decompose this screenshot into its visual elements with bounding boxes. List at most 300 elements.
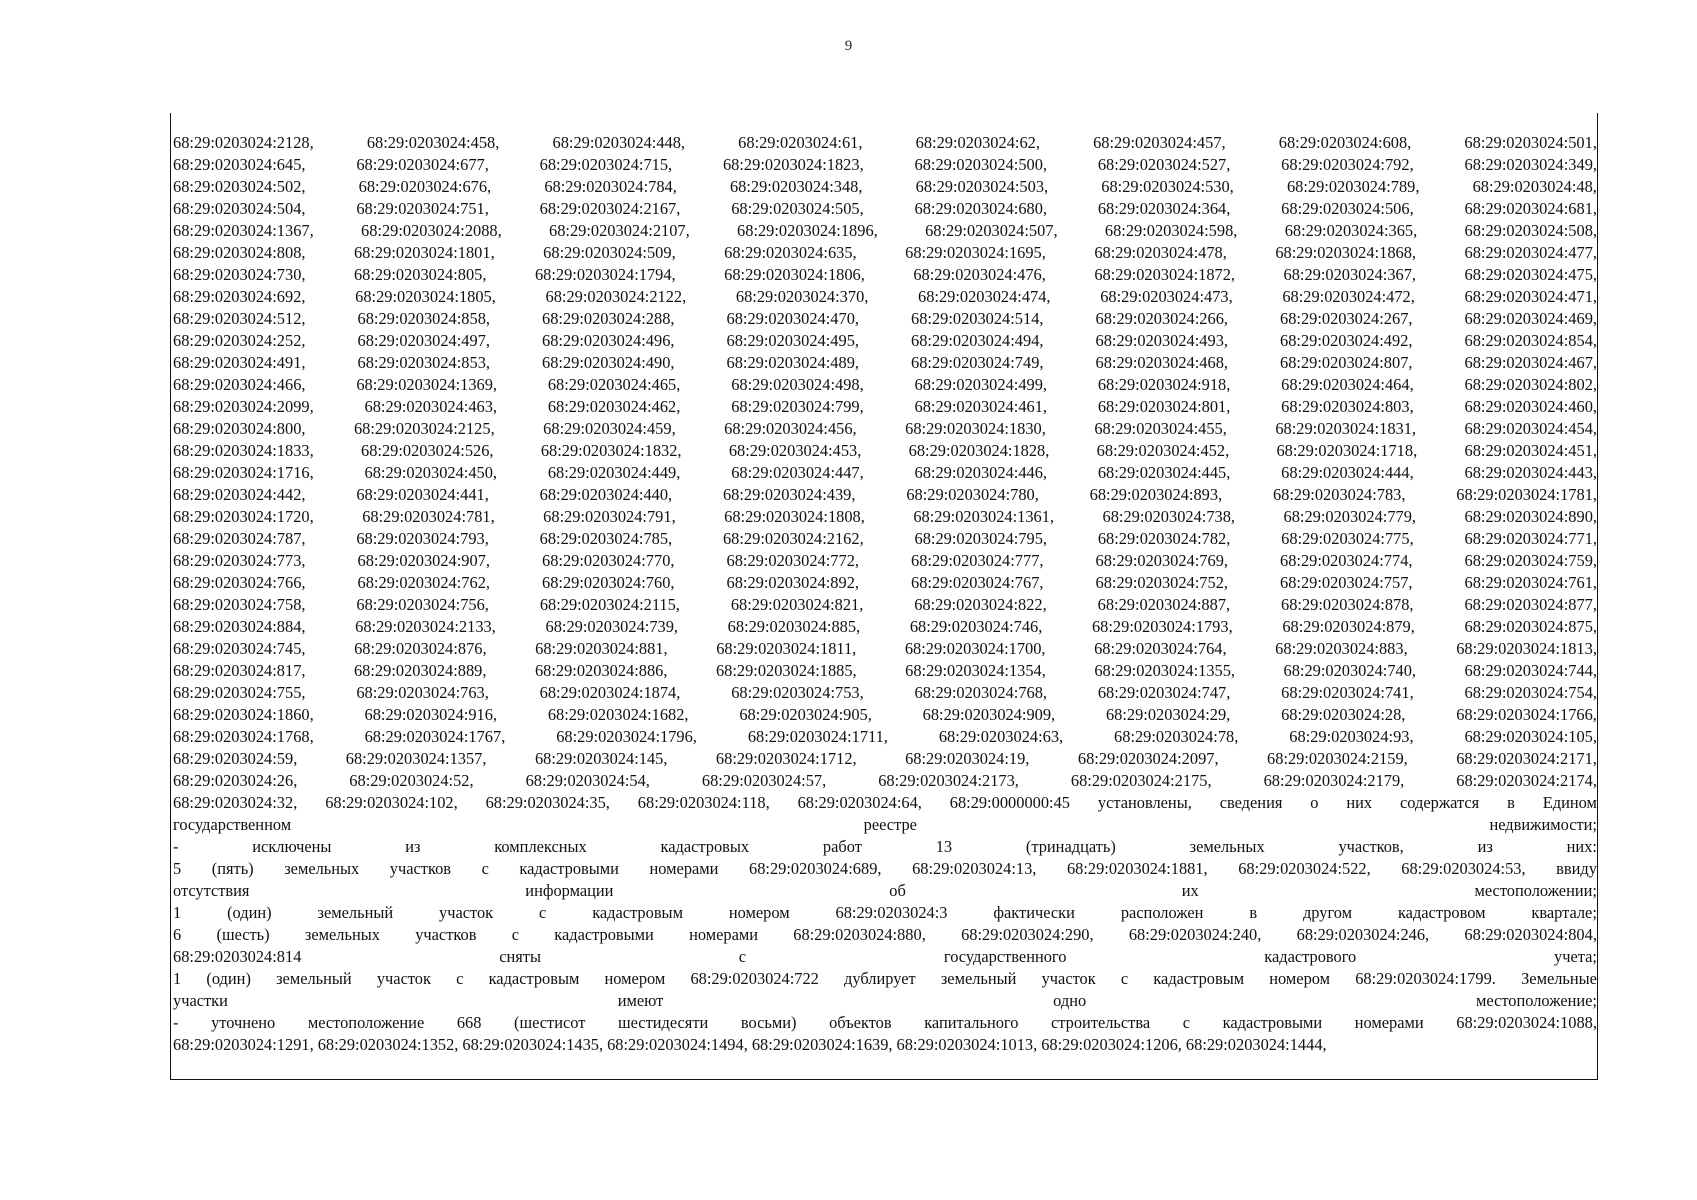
word: 68:29:0203024:1881, <box>1066 859 1208 878</box>
word: государственного <box>943 947 1067 966</box>
word: 68:29:0203024:877, <box>1464 595 1597 614</box>
word: 68:29:0203024:446, <box>914 463 1048 482</box>
word: кадастровым <box>592 903 683 922</box>
word: установлены, <box>1097 793 1192 812</box>
word: 68:29:0203024:875, <box>1464 617 1597 636</box>
word: 68:29:0203024:757, <box>1280 573 1413 592</box>
word: сняты <box>499 947 541 966</box>
word: 68:29:0203024:1444, <box>1185 1035 1327 1054</box>
word: 68:29:0203024:791, <box>543 507 676 526</box>
word: 68:29:0203024:1357, <box>345 749 487 768</box>
word: земельный <box>276 969 352 988</box>
word: 68:29:0203024:474, <box>918 287 1051 306</box>
word: 68:29:0203024:880, <box>793 925 926 944</box>
word: участок <box>1041 969 1096 988</box>
word: (тринадцать) <box>1025 837 1116 856</box>
word: 68:29:0203024:145, <box>534 749 668 768</box>
word: 68:29:0203024:681, <box>1464 199 1597 218</box>
word: 68:29:0203024:907, <box>357 551 490 570</box>
word: 68:29:0203024:767, <box>911 573 1044 592</box>
word: 68:29:0203024:854, <box>1464 331 1597 350</box>
word: 68:29:0203024:457, <box>1093 133 1226 152</box>
word: 68:29:0203024:471, <box>1464 287 1597 306</box>
word: 68:29:0203024:102, <box>325 793 458 812</box>
word: 68:29:0203024:506, <box>1281 199 1414 218</box>
word: 68:29:0203024:758, <box>173 595 306 614</box>
word: 68:29:0203024:62, <box>915 133 1040 152</box>
word: номером <box>728 903 790 922</box>
word: 68:29:0203024:804, <box>1464 925 1597 944</box>
word: 68:29:0203024:3 <box>835 903 948 922</box>
word: 68:29:0203024:442, <box>173 485 306 504</box>
word: 68:29:0203024:754, <box>1464 683 1597 702</box>
word: номерами <box>649 859 719 878</box>
text-line <box>173 528 1597 550</box>
word: 68:29:0203024:13, <box>912 859 1037 878</box>
word: участков <box>389 859 452 878</box>
text-line <box>173 462 1597 484</box>
word: 68:29:0203024:1767, <box>364 727 506 746</box>
word: 68:29:0203024:781, <box>362 507 495 526</box>
text-line <box>173 484 1597 506</box>
word: 68:29:0203024:512, <box>173 309 306 328</box>
word: 68:29:0203024:494, <box>911 331 1044 350</box>
text-line <box>173 924 1597 946</box>
word: 68:29:0203024:78, <box>1114 727 1239 746</box>
word: 68:29:0203024:503, <box>915 177 1049 196</box>
word: 68:29:0203024:526, <box>361 441 494 460</box>
word: 68:29:0203024:783, <box>1272 485 1406 504</box>
word: 68:29:0203024:2175, <box>1070 771 1212 790</box>
word: 68:29:0203024:246, <box>1296 925 1430 944</box>
word: 68:29:0203024:768, <box>914 683 1048 702</box>
word: 68:29:0203024:466, <box>173 375 306 394</box>
word: 68:29:0203024:1768, <box>173 727 314 746</box>
word: Земельные <box>1521 969 1597 988</box>
word: 68:29:0000000:45 <box>949 793 1070 812</box>
text-line <box>173 550 1597 572</box>
word: 68:29:0203024:769, <box>1095 551 1228 570</box>
word: 68:29:0203024:2162, <box>722 529 864 548</box>
word: 68:29:0203024:522, <box>1238 859 1371 878</box>
word: учета; <box>1554 947 1597 966</box>
word: 68:29:0203024:1354, <box>905 661 1046 680</box>
word: с <box>456 969 464 988</box>
word: 68:29:0203024:2088, <box>361 221 502 240</box>
word: 68:29:0203024:715, <box>539 155 673 174</box>
word: реестре <box>863 815 917 834</box>
word: 68:29:0203024:801, <box>1097 397 1231 416</box>
word: 68:29:0203024:770, <box>542 551 675 570</box>
word: 68:29:0203024:54, <box>525 771 650 790</box>
word: 68:29:0203024:490, <box>542 353 675 372</box>
word: 68:29:0203024:500, <box>914 155 1048 174</box>
word: 68:29:0203024:1712, <box>715 749 857 768</box>
word: 68:29:0203024:475, <box>1464 265 1597 284</box>
word: 68:29:0203024:1806, <box>724 265 865 284</box>
word: 68:29:0203024:803, <box>1281 397 1414 416</box>
word: капитального <box>924 1013 1019 1032</box>
word: местоположении; <box>1474 881 1597 900</box>
word: работ <box>822 837 862 856</box>
word: 68:29:0203024:2107, <box>549 221 690 240</box>
word: 68:29:0203024:501, <box>1464 133 1597 152</box>
word: 68:29:0203024:1367, <box>173 221 314 240</box>
word: местоположение <box>307 1013 425 1032</box>
word: земельный <box>940 969 1017 988</box>
text-line <box>173 814 1597 836</box>
word: 68:29:0203024:1639, <box>751 1035 893 1054</box>
word: 68:29:0203024:762, <box>357 573 490 592</box>
word: дублирует <box>844 969 916 988</box>
word: 68:29:0203024:1781, <box>1456 485 1597 504</box>
word: государственном <box>173 815 292 834</box>
word: 68:29:0203024:1369, <box>356 375 498 394</box>
word: них <box>1346 793 1373 812</box>
word: 68:29:0203024:489, <box>726 353 859 372</box>
word: 68:29:0203024:876, <box>354 639 487 658</box>
text-line <box>173 572 1597 594</box>
word: 68:29:0203024:447, <box>731 463 864 482</box>
word: 68:29:0203024:730, <box>173 265 306 284</box>
word: 68:29:0203024:1013, <box>896 1035 1038 1054</box>
text-line <box>173 682 1597 704</box>
word: 68:29:0203024:755, <box>173 683 306 702</box>
word: 68:29:0203024:793, <box>356 529 489 548</box>
word: кадастрового <box>1264 947 1357 966</box>
word: комплексных <box>494 837 587 856</box>
word: 68:29:0203024:782, <box>1097 529 1231 548</box>
word: (пять) <box>211 859 254 878</box>
word: из <box>1477 837 1493 856</box>
word: отсутствия <box>173 881 250 900</box>
word: 68:29:0203024:444, <box>1281 463 1414 482</box>
word: 68:29:0203024:465, <box>547 375 681 394</box>
word: 68:29:0203024:808, <box>173 243 306 262</box>
word: 68:29:0203024:463, <box>364 397 498 416</box>
word: 68:29:0203024:53, <box>1401 859 1526 878</box>
word: 68:29:0203024:495, <box>726 331 859 350</box>
text-line <box>173 154 1597 176</box>
word: 68:29:0203024:290, <box>961 925 1094 944</box>
word: участков, <box>1338 837 1404 856</box>
word: 68:29:0203024:450, <box>364 463 498 482</box>
word: об <box>889 881 906 900</box>
word: 68:29:0203024:443, <box>1464 463 1597 482</box>
word: 68:29:0203024:514, <box>911 309 1044 328</box>
word: 68:29:0203024:1695, <box>905 243 1046 262</box>
word: имеют <box>617 991 664 1010</box>
text-line <box>173 902 1597 924</box>
word: 68:29:0203024:252, <box>173 331 306 350</box>
word: 68:29:0203024:477, <box>1464 243 1597 262</box>
word: 68:29:0203024:1828, <box>908 441 1050 460</box>
word: 68:29:0203024:1088, <box>1456 1013 1597 1032</box>
word: 68:29:0203024:2171, <box>1456 749 1597 768</box>
text-line <box>173 396 1597 418</box>
word: 68:29:0203024:766, <box>173 573 306 592</box>
word: 68:29:0203024:348, <box>729 177 863 196</box>
word: 68:29:0203024:771, <box>1464 529 1597 548</box>
word: земельных <box>284 859 360 878</box>
word: 68:29:0203024:676, <box>358 177 492 196</box>
word: 68:29:0203024:752, <box>1095 573 1228 592</box>
word: участок <box>376 969 431 988</box>
word: 68:29:0203024:455, <box>1094 419 1227 438</box>
word: участков <box>415 925 477 944</box>
word: 68:29:0203024:63, <box>938 727 1064 746</box>
word: 68:29:0203024:1801, <box>353 243 495 262</box>
word: 68:29:0203024:749, <box>911 353 1044 372</box>
word: 68:29:0203024:462, <box>547 397 681 416</box>
word: квартале; <box>1531 903 1597 922</box>
word: 68:29:0203024:2099, <box>173 397 314 416</box>
word: 68:29:0203024:789, <box>1286 177 1420 196</box>
word: 68:29:0203024:28, <box>1281 705 1406 724</box>
word: 68:29:0203024:507, <box>925 221 1058 240</box>
word: 68:29:0203024:853, <box>357 353 490 372</box>
word: 68:29:0203024:740, <box>1283 661 1417 680</box>
word: 68:29:0203024:118, <box>637 793 770 812</box>
text-line <box>173 748 1597 770</box>
word: 68:29:0203024:473, <box>1100 287 1233 306</box>
word: 68:29:0203024:772, <box>726 551 859 570</box>
text-line <box>173 726 1597 748</box>
word: 68:29:0203024:52, <box>349 771 474 790</box>
word: земельных <box>304 925 380 944</box>
word: 68:29:0203024:2167, <box>539 199 681 218</box>
word: сведения <box>1219 793 1283 812</box>
text-line <box>173 308 1597 330</box>
word: кадастровыми <box>519 859 619 878</box>
word: 68:29:0203024:741, <box>1281 683 1414 702</box>
word: 668 <box>456 1013 482 1032</box>
word: 68:29:0203024:1682, <box>547 705 689 724</box>
word: 68:29:0203024:787, <box>173 529 306 548</box>
word: 68:29:0203024:57, <box>701 771 827 790</box>
word: номерами <box>689 925 759 944</box>
word: 68:29:0203024:2173, <box>878 771 1019 790</box>
word: участок <box>439 903 494 922</box>
word: 68:29:0203024:858, <box>357 309 490 328</box>
word: 68:29:0203024:1872, <box>1094 265 1236 284</box>
word: исключены <box>252 837 332 856</box>
word: информации <box>525 881 614 900</box>
word: 68:29:0203024:469, <box>1464 309 1597 328</box>
word: 68:29:0203024:364, <box>1097 199 1231 218</box>
word: 68:29:0203024:722 <box>690 969 819 988</box>
word: фактически <box>993 903 1075 922</box>
word: кадастровыми <box>554 925 654 944</box>
word: 68:29:0203024:886, <box>534 661 668 680</box>
word: 68:29:0203024:1830, <box>905 419 1046 438</box>
word: 68:29:0203024:909, <box>922 705 1056 724</box>
page-number: 9 <box>844 38 853 54</box>
word: 68:29:0203024:887, <box>1097 595 1231 614</box>
word: 68:29:0203024:759, <box>1464 551 1597 570</box>
word: 68:29:0203024:492, <box>1280 331 1413 350</box>
word: в <box>1249 903 1258 922</box>
text-line <box>173 418 1597 440</box>
word: 68:29:0203024:2115, <box>539 595 680 614</box>
word: 68:29:0203024:885, <box>727 617 861 636</box>
word: 68:29:0203024:1206, <box>1041 1035 1182 1054</box>
word: 68:29:0203024:497, <box>357 331 490 350</box>
word: 68:29:0203024:449, <box>547 463 681 482</box>
word: с <box>1182 1013 1191 1032</box>
word: 68:29:0203024:1832, <box>540 441 682 460</box>
text-line <box>173 704 1597 726</box>
word: 68:29:0203024:800, <box>173 419 306 438</box>
word: 68:29:0203024:370, <box>735 287 869 306</box>
word: 1 <box>173 903 182 922</box>
word: 1 <box>173 969 182 988</box>
word: 68:29:0203024:764, <box>1094 639 1227 658</box>
word: 68:29:0203024:2125, <box>353 419 495 438</box>
word: 68:29:0203024:502, <box>173 177 306 196</box>
word: 68:29:0203024:456, <box>724 419 857 438</box>
word: кадастровом <box>1397 903 1486 922</box>
text-line <box>173 374 1597 396</box>
word: шестидесяти <box>618 1013 709 1032</box>
word: 68:29:0203024:1831, <box>1275 419 1417 438</box>
word: 68:29:0203024:1813, <box>1456 639 1597 658</box>
word: 68:29:0203024:527, <box>1097 155 1231 174</box>
text-line <box>173 660 1597 682</box>
word: 68:29:0203024:1494, <box>607 1035 748 1054</box>
word: из <box>405 837 421 856</box>
word: 68:29:0203024:452, <box>1096 441 1230 460</box>
word: 68:29:0203024:1435, <box>462 1035 604 1054</box>
word: 6 <box>173 925 182 944</box>
word: 68:29:0203024:883, <box>1275 639 1408 658</box>
word: 68:29:0203024:504, <box>173 199 306 218</box>
word: 68:29:0203024:1794, <box>534 265 676 284</box>
word: 68:29:0203024:445, <box>1097 463 1231 482</box>
word: с <box>1120 969 1129 988</box>
word: 68:29:0203024:2122, <box>545 287 687 306</box>
word: 68:29:0203024:499, <box>914 375 1048 394</box>
word: 68:29:0203024:1711, <box>747 727 888 746</box>
word: 68:29:0203024:472, <box>1282 287 1415 306</box>
word: 68:29:0203024:784, <box>544 177 677 196</box>
word: 68:29:0203024:440, <box>539 485 673 504</box>
word: с <box>511 925 519 944</box>
document-body <box>173 132 1597 1056</box>
word: восьми) <box>740 1013 797 1032</box>
word: 68:29:0203024:805, <box>353 265 487 284</box>
word: 68:29:0203024:775, <box>1281 529 1414 548</box>
word: 68:29:0203024:1291, <box>173 1035 314 1054</box>
text-line <box>173 132 1597 154</box>
word: 68:29:0203024:739, <box>545 617 679 636</box>
word: 68:29:0203024:779, <box>1283 507 1417 526</box>
word: 68:29:0203024:441, <box>356 485 489 504</box>
word: 68:29:0203024:822, <box>914 595 1047 614</box>
text-line <box>173 220 1597 242</box>
word: 68:29:0203024:1766, <box>1456 705 1597 724</box>
word: 68:29:0203024:745, <box>173 639 306 658</box>
word: 68:29:0203024:878, <box>1281 595 1414 614</box>
word: кадастровыми <box>1222 1013 1323 1032</box>
text-line <box>173 638 1597 660</box>
word: 68:29:0203024:814 <box>173 947 302 966</box>
word: номером <box>604 969 666 988</box>
word: 68:29:0203024:454, <box>1464 419 1597 438</box>
word: 68:29:0203024:1808, <box>724 507 865 526</box>
word: 68:29:0203024:1716, <box>173 463 314 482</box>
word: 68:29:0203024:744, <box>1464 661 1597 680</box>
word: местоположение; <box>1476 991 1597 1010</box>
word: 68:29:0203024:1874, <box>539 683 681 702</box>
word: 68:29:0203024:774, <box>1280 551 1413 570</box>
word: 68:29:0203024:680, <box>914 199 1048 218</box>
text-line <box>173 176 1597 198</box>
word: 68:29:0203024:2179, <box>1263 771 1405 790</box>
text-line <box>173 836 1597 858</box>
word: 68:29:0203024:761, <box>1464 573 1597 592</box>
word: 68:29:0203024:19, <box>905 749 1030 768</box>
word: 68:29:0203024:881, <box>535 639 668 658</box>
word: 68:29:0203024:689, <box>749 859 882 878</box>
word: их <box>1181 881 1199 900</box>
word: 68:29:0203024:1793, <box>1091 617 1233 636</box>
word: 68:29:0203024:892, <box>726 573 859 592</box>
word: 68:29:0203024:365, <box>1284 221 1418 240</box>
text-line <box>173 616 1597 638</box>
word: 68:29:0203024:267, <box>1280 309 1413 328</box>
word: 68:29:0203024:1896, <box>737 221 878 240</box>
word: 68:29:0203024:821, <box>730 595 864 614</box>
word: 68:29:0203024:468, <box>1095 353 1228 372</box>
word: них: <box>1566 837 1597 856</box>
word: 68:29:0203024:802, <box>1464 375 1597 394</box>
word: участки <box>173 991 228 1010</box>
word: 68:29:0203024:763, <box>356 683 489 702</box>
word: 68:29:0203024:93, <box>1289 727 1414 746</box>
word: расположен <box>1120 903 1204 922</box>
word: 68:29:0203024:464, <box>1281 375 1414 394</box>
word: 68:29:0203024:753, <box>731 683 864 702</box>
word: 68:29:0203024:1833, <box>173 441 314 460</box>
word: 68:29:0203024:288, <box>542 309 675 328</box>
word: 68:29:0203024:458, <box>366 133 500 152</box>
word: Едином <box>1542 793 1597 812</box>
word: 68:29:0203024:1868, <box>1275 243 1417 262</box>
word: 68:29:0203024:461, <box>914 397 1048 416</box>
word: 68:29:0203024:470, <box>726 309 859 328</box>
word: 68:29:0203024:32, <box>173 793 298 812</box>
word: 5 <box>173 859 182 878</box>
text-line <box>173 946 1597 968</box>
word: 68:29:0203024:884, <box>173 617 306 636</box>
word: 68:29:0203024:240, <box>1128 925 1262 944</box>
word: 68:29:0203024:785, <box>539 529 673 548</box>
word: ввиду <box>1556 859 1597 878</box>
word: 68:29:0203024:451, <box>1464 441 1597 460</box>
text-line <box>173 506 1597 528</box>
word: 68:29:0203024:439, <box>722 485 856 504</box>
word: кадастровых <box>660 837 750 856</box>
word: 68:29:0203024:64, <box>797 793 922 812</box>
word: (шесть) <box>216 925 270 944</box>
word: - <box>173 1013 179 1032</box>
word: номером <box>1269 969 1331 988</box>
word: 68:29:0203024:59, <box>173 749 298 768</box>
word: уточнено <box>211 1013 276 1032</box>
word: с <box>738 947 747 966</box>
word: 68:29:0203024:792, <box>1281 155 1414 174</box>
